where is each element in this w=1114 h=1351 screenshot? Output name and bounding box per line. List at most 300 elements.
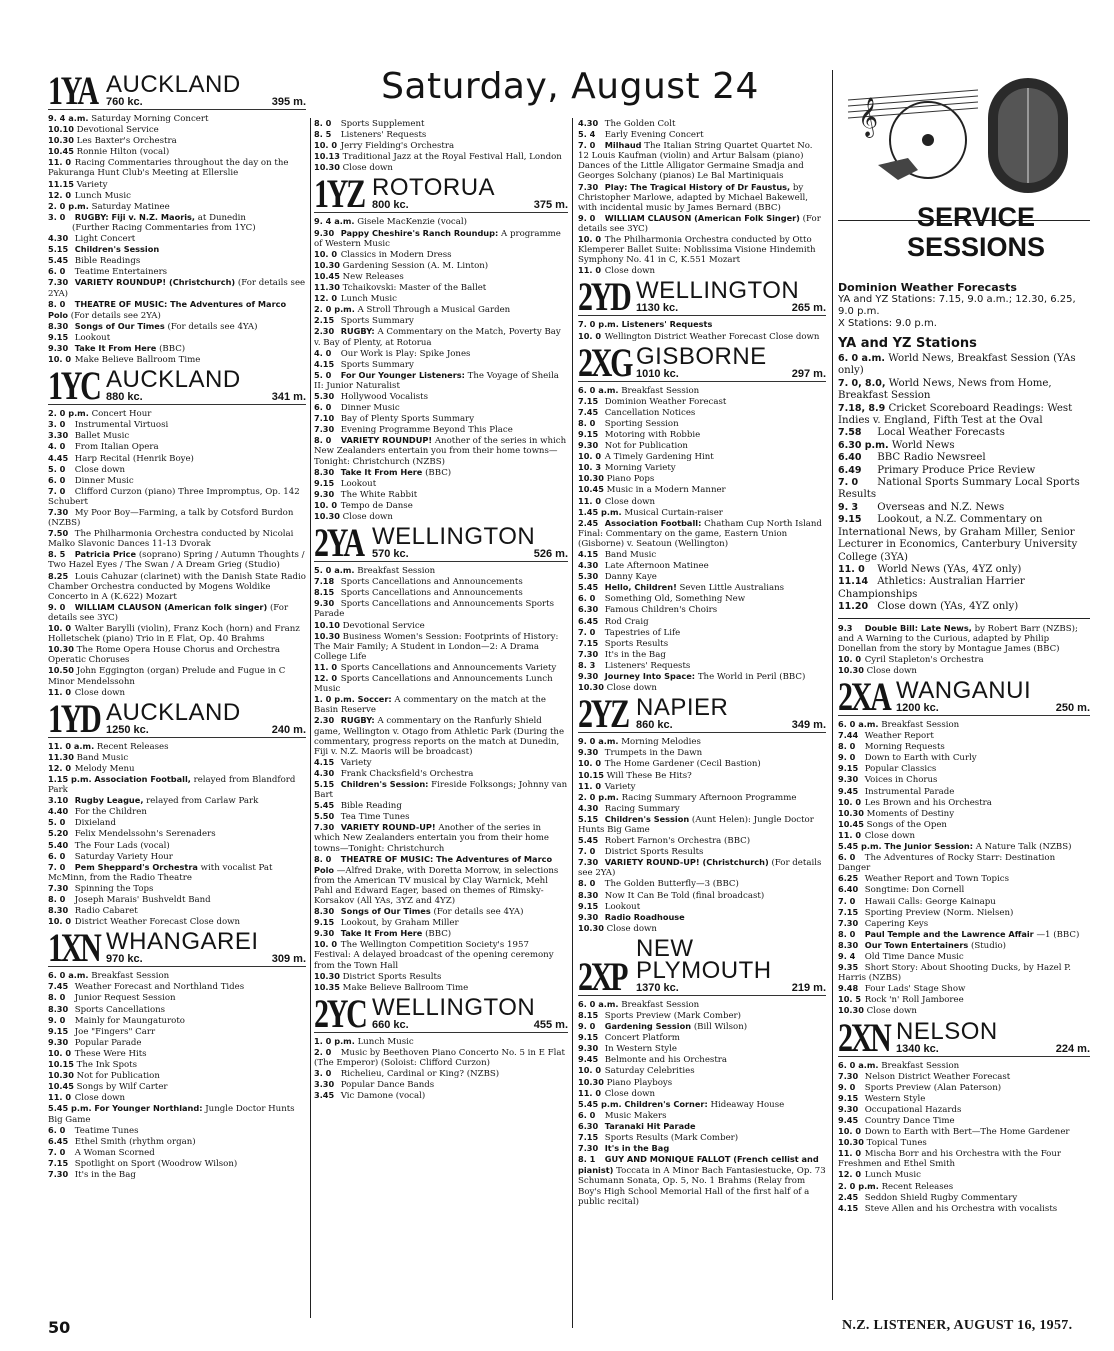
programme-time: 6. 0 xyxy=(578,593,596,604)
programme-entry xyxy=(48,1158,306,1169)
programme-time: 8. 0 xyxy=(838,741,856,752)
programme-time: 4.30 xyxy=(48,233,69,244)
programme-title: Our Work is Play: Spike Jones xyxy=(340,348,471,359)
programme-time: 10.10 xyxy=(48,124,74,135)
programme-title: Listeners' Requests xyxy=(604,660,691,671)
programme-title: Ethel Smith (rhythm organ) xyxy=(74,1136,196,1147)
programme-time: 9.30 xyxy=(48,342,69,353)
station-wavelength: 265 m. xyxy=(791,302,826,315)
station-header xyxy=(578,339,826,385)
station-call-sign: 2YZ xyxy=(578,691,628,737)
programme-title: Hawaii Calls: George Kainapu xyxy=(864,896,996,907)
programme-entry xyxy=(838,896,1090,907)
programme-entry xyxy=(578,616,826,627)
programme-time: 12. 0 xyxy=(48,762,72,773)
programme-highlight: VARIETY ROUND-UP! (Christchurch) xyxy=(604,857,769,868)
programme-entry xyxy=(838,654,1090,665)
programme-title: Variety xyxy=(604,781,636,792)
service-session-time: 7. 0, 8.0, xyxy=(838,377,886,389)
programme-time: 4.30 xyxy=(578,118,599,128)
programme-time: 7. 0 xyxy=(48,861,66,872)
programme-title: (Aunt Helen): Jungle Doctor Hunts Big Game xyxy=(578,814,814,835)
programme-entry xyxy=(578,462,826,473)
programme-title: (For details see 4YA) xyxy=(167,321,258,332)
programme-title: Sports Cancellations and Announcements Sports Parade xyxy=(314,599,555,620)
programme-time: 8.30 xyxy=(838,939,859,950)
station-header xyxy=(314,171,568,217)
programme-entry xyxy=(314,435,568,466)
programme-highlight: Milhaud xyxy=(604,140,642,151)
dominion-weather-heading: Dominion Weather Forecasts xyxy=(838,281,1017,294)
programme-highlight: Listeners' Requests xyxy=(621,319,713,330)
listings-column-2 xyxy=(314,118,568,1318)
programme-entry xyxy=(48,741,306,752)
station-frequency-line xyxy=(106,724,306,736)
programme-entry xyxy=(314,151,568,162)
station-call-sign: 2YC xyxy=(314,990,366,1036)
programme-time: 3. 0 xyxy=(48,419,66,430)
programme-entry xyxy=(314,260,568,271)
programme-time: 7.30 xyxy=(838,1070,859,1081)
programme-time: 8.15 xyxy=(578,1010,599,1020)
programme-entry xyxy=(838,741,1090,752)
programme-entry xyxy=(48,113,306,124)
programme-title: District Sports Results xyxy=(342,971,442,982)
programme-time: 4. 0 xyxy=(48,441,66,452)
programme-time: 7.30 xyxy=(314,424,335,435)
service-session-time: 6.40 xyxy=(838,452,862,464)
programme-time: 9. 0 xyxy=(578,1021,596,1032)
programme-entry xyxy=(578,182,826,213)
programme-entry xyxy=(578,213,826,234)
programme-entry xyxy=(314,402,568,413)
programme-time: 10.30 xyxy=(578,1076,604,1087)
station-frequency-line xyxy=(636,302,826,314)
programme-entry xyxy=(578,671,826,682)
programme-time: 9.30 xyxy=(314,488,335,499)
programme-title: Late Afternoon Matinee xyxy=(604,561,709,572)
programme-time: 4.30 xyxy=(314,767,335,778)
programme-entry xyxy=(838,994,1090,1005)
service-sessions-banner xyxy=(838,70,1090,262)
programme-time: 7.45 xyxy=(578,406,599,417)
programme-title: From Italian Opera xyxy=(74,442,159,453)
programme-time: 10.15 xyxy=(578,769,604,780)
programme-title: The Voyage of Sheila II: Junior Naturalist xyxy=(314,370,559,391)
programme-title: Racing Summary Afternoon Programme xyxy=(621,792,797,803)
programme-title: Spinning the Tops xyxy=(74,883,154,894)
programme-title: Not for Publication xyxy=(76,1071,160,1082)
station-frequency-line xyxy=(106,953,306,965)
programme-time: 2. 0 p.m. xyxy=(838,1180,879,1191)
station-kc: 1200 kc. xyxy=(896,702,939,714)
programme-title: Band Music xyxy=(76,752,129,763)
programme-time: 9. 0 xyxy=(48,1014,66,1025)
programme-title: A programme of Western Music xyxy=(314,228,561,249)
programme-title: Moments of Destiny xyxy=(866,808,955,819)
station-header xyxy=(578,934,826,999)
station-wavelength: 341 m. xyxy=(271,391,306,404)
programme-title: Bible Readings xyxy=(74,256,141,267)
programme-entry xyxy=(578,736,826,747)
programme-entry xyxy=(48,1059,306,1070)
programme-entry xyxy=(578,1032,826,1043)
programme-title: Breakfast Session xyxy=(881,720,960,730)
programme-entry xyxy=(314,917,568,928)
column-divider xyxy=(832,70,833,1300)
programme-entry xyxy=(314,1090,568,1101)
programme-time: 8.30 xyxy=(48,320,69,331)
programme-time: 8.30 xyxy=(48,905,69,916)
programme-time: 3.30 xyxy=(48,430,69,441)
programme-entry xyxy=(578,549,826,560)
service-session-title: Close down (YAs, 4YZ only) xyxy=(877,601,1019,613)
service-session-time: 11.20 xyxy=(838,601,869,613)
programme-time: 10.45 xyxy=(578,484,604,495)
programme-entry xyxy=(578,758,826,769)
programme-title: Les Brown and his Orchestra xyxy=(864,797,992,808)
programme-title: Make Believe Ballroom Time xyxy=(74,355,201,366)
programme-entry xyxy=(578,660,826,671)
programme-highlight: WILLIAM CLAUSON (American Folk Singer) xyxy=(604,212,800,223)
programme-entry xyxy=(48,817,306,828)
programme-entry xyxy=(48,1136,306,1147)
programme-title: Music in a Modern Manner xyxy=(606,485,726,496)
programme-highlight: Association Football, xyxy=(94,773,191,784)
station-frequency-line xyxy=(372,548,568,560)
programme-entry xyxy=(838,1082,1090,1093)
programme-highlight: WILLIAM CLAUSON (American folk singer) xyxy=(74,601,268,612)
programme-time: 12. 0 xyxy=(838,1169,862,1180)
programme-time: 10. 0 xyxy=(578,330,602,341)
programme-time: 3.10 xyxy=(48,795,69,806)
programme-highlight: VARIETY ROUNDUP! xyxy=(340,435,433,446)
programme-time: 10. 0 xyxy=(48,354,72,365)
programme-entry xyxy=(578,1099,826,1110)
programme-entry xyxy=(48,806,306,817)
station-city: NELSON xyxy=(896,1017,998,1045)
programme-title: Joseph Marais' Bushveldt Band xyxy=(74,895,211,905)
programme-title: Old Time Dance Music xyxy=(864,951,964,962)
programme-time: 6.40 xyxy=(838,884,859,895)
programme-entry xyxy=(578,396,826,407)
programme-time: 9.30 xyxy=(578,440,599,451)
programme-title: A commentary on the match at the Basin Reserve xyxy=(314,695,546,716)
programme-time: 10. 5 xyxy=(838,994,862,1005)
programme-title: The Italian String Quartet Quartet No. 12 Louis Kaufman (violin) and Artur Balsam (piano) Dances of the Little Alligator Germaine Smadja and Georges Solchany (pianos) Le Bal Martiniquais xyxy=(578,141,813,182)
programme-entry xyxy=(578,792,826,803)
programme-title: Gardening Session (A. M. Linton) xyxy=(342,260,489,271)
programme-title: Danny Kaye xyxy=(604,572,657,583)
programme-entry xyxy=(578,1154,826,1206)
programme-time: 6. 0 xyxy=(48,850,66,861)
programme-title: (For details see 2YA) xyxy=(70,310,161,321)
programme-entry xyxy=(314,631,568,662)
programme-time: 9.30 xyxy=(838,774,859,785)
programme-entry xyxy=(314,811,568,822)
programme-title: Will These Be Hits? xyxy=(606,770,692,781)
programme-title: Richelieu, Cardinal or King? (NZBS) xyxy=(340,1069,500,1080)
programme-entry xyxy=(48,277,306,298)
programme-highlight: Gardening Session xyxy=(604,1021,692,1032)
station-wavelength: 349 m. xyxy=(791,719,826,732)
programme-time: 7.44 xyxy=(838,730,859,741)
programme-entry xyxy=(48,486,306,507)
programme-title: The Ink Spots xyxy=(76,1060,138,1071)
programme-entry xyxy=(578,770,826,781)
programme-title: Robert Farnon's Orchestra (BBC) xyxy=(604,836,751,847)
programme-highlight: RUGBY: Fiji v. N.Z. Maoris, xyxy=(74,211,196,222)
programme-title: Another of the series in which New Zealanders entertain you from their home towns—Tonight: Christchurch (NZBS) xyxy=(314,436,567,467)
programme-title: Spotlight on Sport (Woodrow Wilson) xyxy=(74,1158,238,1169)
programme-title: Music by Beethoven Piano Concerto No. 5 in E Flat (The Emperor) (Soloist: Clifford Curzon) xyxy=(314,1047,565,1069)
programme-title: Lunch Music xyxy=(340,294,397,305)
col4-listings xyxy=(838,623,1090,1214)
programme-title: Close down xyxy=(606,923,657,934)
programme-entry xyxy=(578,1132,826,1143)
programme-time: 11.30 xyxy=(314,282,340,293)
station-name-block xyxy=(106,366,306,404)
programme-title: (soprano) Spring / Autumn Thoughts / Two Hazel Eyes / The Swan / A Dream Grieg (Studio) xyxy=(48,550,305,571)
programme-title: District Weather Forecast Close down xyxy=(74,917,241,928)
programme-entry xyxy=(838,819,1090,830)
programme-title: Lunch Music xyxy=(74,190,131,201)
programme-title: Songs by Wilf Carter xyxy=(76,1082,168,1093)
programme-time: 7.10 xyxy=(314,413,335,424)
programme-highlight: THEATRE OF MUSIC: The Adventures of Marco Polo xyxy=(314,853,553,875)
programme-title: Down to Earth with Curly xyxy=(864,753,977,764)
programme-entry xyxy=(48,1026,306,1037)
programme-time: 11. 0 xyxy=(578,780,602,791)
page-number: 50 xyxy=(48,1318,71,1337)
programme-title: Band Music xyxy=(604,550,657,560)
programme-time: 6. 0 xyxy=(578,1109,596,1120)
programme-time: 10. 0 xyxy=(838,796,862,807)
programme-highlight: Take It From Here xyxy=(340,466,423,477)
programme-title: Morning Melodies xyxy=(621,737,701,748)
programme-time: 10.15 xyxy=(48,1059,74,1070)
service-session-time: 6. 0 a.m. xyxy=(838,353,885,364)
programme-highlight: Journey Into Space: xyxy=(604,671,696,682)
programme-time: 8. 0 xyxy=(48,298,66,309)
programme-time: 9.15 xyxy=(838,1092,859,1103)
programme-title: Teatime Entertainers xyxy=(74,267,168,278)
programme-title: Junior Request Session xyxy=(74,993,176,1004)
programme-time: 8. 0 xyxy=(578,417,596,428)
station-city: NEW PLYMOUTH xyxy=(636,934,772,984)
programme-title: The Philharmonia Orchestra conducted by Nicolai Malko Slavonic Dances 11-13 Dvorak xyxy=(48,529,294,550)
programme-entry xyxy=(838,763,1090,774)
service-session-entry xyxy=(838,427,1090,439)
programme-entry xyxy=(838,786,1090,797)
programme-title: A commentary on the Ranfurly Shield game, Wellington v. Otago from Athletic Park (During the commentary, progress reports on the match at Dunedin, Fiji v. N.Z. Maoris will be broadcast) xyxy=(314,716,565,757)
programme-entry xyxy=(48,464,306,475)
programme-time: 9.45 xyxy=(838,1115,859,1125)
programme-highlight: Songs of Our Times xyxy=(74,320,165,331)
programme-time: 10.30 xyxy=(578,473,604,484)
programme-entry xyxy=(578,319,826,330)
programme-entry xyxy=(838,1169,1090,1180)
service-session-entry xyxy=(838,403,1090,428)
service-session-entry xyxy=(838,452,1090,464)
programme-time: 10.30 xyxy=(314,630,340,641)
programme-time: 10. 0 xyxy=(314,939,338,950)
programme-highlight: RUGBY: xyxy=(340,715,375,726)
programme-time: 7.30 xyxy=(578,857,599,868)
programme-title: Concert Hour xyxy=(91,409,152,420)
programme-entry xyxy=(48,179,306,190)
programme-entry xyxy=(838,1093,1090,1104)
service-session-entry xyxy=(838,440,1090,452)
programme-time: 10.30 xyxy=(838,664,864,675)
station-name-block xyxy=(372,993,568,1031)
programme-note: (Further Racing Commentaries from 1YC) xyxy=(72,222,256,233)
programme-entry xyxy=(314,1047,568,1068)
station-city: AUCKLAND xyxy=(106,71,241,98)
station-frequency-line xyxy=(106,96,306,108)
programme-time: 8.25 xyxy=(48,570,69,581)
programme-entry xyxy=(48,212,306,223)
programme-entry xyxy=(314,768,568,779)
service-sessions-title: SERVICE SESSIONS xyxy=(906,202,1046,262)
programme-entry xyxy=(838,830,1090,841)
station-city: WELLINGTON xyxy=(372,523,536,551)
programme-title: Sports Cancellations and Announcements Variety xyxy=(340,662,557,673)
programme-time: 9.30 xyxy=(314,227,335,238)
programme-title: Hollywood Vocalists xyxy=(340,391,428,402)
programme-title: Dominion Weather Forecast xyxy=(604,396,727,407)
service-session-time: 9. 3 xyxy=(838,501,859,513)
programme-entry xyxy=(48,752,306,763)
programme-title: Dixieland xyxy=(74,818,116,829)
programme-entry xyxy=(838,884,1090,895)
station-kc: 1010 kc. xyxy=(636,367,679,380)
station-header xyxy=(578,691,826,737)
programme-title: Traditional Jazz at the Royal Festival Hall, London xyxy=(342,152,562,163)
programme-time: 9.48 xyxy=(838,983,859,994)
programme-title: (Bill Wilson) xyxy=(693,1022,748,1033)
programme-entry xyxy=(578,571,826,582)
programme-title: Wellington District Weather Forecast Close down xyxy=(604,331,820,342)
programme-entry xyxy=(48,299,306,321)
programme-entry xyxy=(838,983,1090,994)
programme-highlight: Pem Sheppard's Orchestra xyxy=(74,861,198,872)
programme-entry xyxy=(838,918,1090,929)
programme-title: Capering Keys xyxy=(864,918,929,929)
column-divider xyxy=(572,118,573,1328)
station-frequency-line xyxy=(372,1019,568,1031)
programme-entry xyxy=(578,638,826,649)
programme-time: 12. 0 xyxy=(48,189,72,200)
programme-title: Close down xyxy=(74,687,126,698)
programme-title: Sports Summary xyxy=(340,359,414,370)
programme-title: relayed from Carlaw Park xyxy=(146,796,259,807)
service-session-title: BBC Radio Newsreel xyxy=(877,452,986,464)
programme-title: Early Evening Concert xyxy=(604,130,704,141)
programme-title: Another of the series in which New Zealanders entertain you from their home towns—Tonight: Christchurch xyxy=(314,823,549,854)
programme-time: 7.50 xyxy=(48,528,69,539)
programme-entry xyxy=(48,763,306,774)
programme-title: Lunch Music xyxy=(864,1170,921,1181)
station-header xyxy=(48,695,306,741)
programme-time: 6. 0 xyxy=(48,266,66,277)
programme-entry xyxy=(314,1079,568,1090)
programme-highlight: Association Football: xyxy=(604,517,702,528)
programme-title: Louis Cahuzar (clarinet) with the Danish State Radio Chamber Orchestra conducted by Mogens Woldike Concerto in A (K.622) Mozart xyxy=(48,571,306,602)
programme-time: 2. 0 xyxy=(314,1046,332,1057)
programme-time: 2.30 xyxy=(314,715,335,726)
station-wavelength: 219 m. xyxy=(791,981,826,994)
service-session-time: 9.15 xyxy=(838,514,862,526)
programme-time: 7.30 xyxy=(838,917,859,928)
programme-entry xyxy=(838,907,1090,918)
programme-title: Joe "Fingers" Carr xyxy=(74,1026,156,1037)
station-header xyxy=(838,674,1090,719)
programme-time: 9.35 xyxy=(838,962,859,973)
programme-title: Jerry Fielding's Orchestra xyxy=(340,141,455,152)
programme-entry xyxy=(838,962,1090,983)
programme-entry xyxy=(838,1126,1090,1137)
programme-title: Devotional Service xyxy=(342,620,425,631)
station-call-sign: 1YA xyxy=(48,70,97,113)
programme-time: 10.30 xyxy=(48,1070,74,1081)
programme-highlight: Paul Temple and the Lawrence Affair xyxy=(864,928,1034,939)
programme-title: Close down xyxy=(866,665,917,676)
programme-time: 10.35 xyxy=(314,981,340,992)
programme-entry xyxy=(578,518,826,549)
programme-time: 9. 4 a.m. xyxy=(314,216,355,227)
programme-title: Something Old, Something New xyxy=(604,594,746,605)
programme-time: 7.15 xyxy=(838,906,859,917)
programme-title: Clifford Curzon (piano) Three Impromptus, Op. 142 Schubert xyxy=(48,486,300,507)
programme-title: The Adventures of Rocky Starr: Destination Danger xyxy=(838,853,1056,874)
programme-time: 11. 0 xyxy=(314,661,338,672)
programme-entry xyxy=(578,1054,826,1065)
station-wavelength: 240 m. xyxy=(271,723,306,736)
programme-entry xyxy=(48,602,306,623)
programme-time: 2. 0 p.m. xyxy=(578,791,619,802)
programme-entry xyxy=(838,774,1090,785)
programme-entry xyxy=(48,665,306,686)
programme-time: 9.45 xyxy=(578,1054,599,1065)
programme-highlight: For Younger Northland: xyxy=(94,1103,203,1114)
station-wavelength: 526 m. xyxy=(533,548,568,561)
programme-entry xyxy=(314,576,568,587)
programme-time: 2.15 xyxy=(314,315,335,326)
programme-title: Instrumental Parade xyxy=(864,786,955,797)
programme-title: Close down xyxy=(342,163,393,174)
programme-entry xyxy=(578,649,826,660)
programme-entry xyxy=(838,808,1090,819)
programme-entry xyxy=(48,453,306,464)
programme-time: 8.30 xyxy=(314,906,335,917)
programme-entry xyxy=(578,385,826,396)
programme-title: Lookout xyxy=(74,332,111,343)
programme-time: 7.15 xyxy=(48,1157,69,1168)
programme-time: 11. 0 xyxy=(48,686,72,697)
programme-entry xyxy=(314,673,568,694)
programme-entry xyxy=(48,1048,306,1059)
programme-entry xyxy=(48,146,306,157)
programme-title: Frank Chacksfield's Orchestra xyxy=(340,768,474,779)
programme-time: 6. 0 a.m. xyxy=(578,998,619,1009)
station-header xyxy=(314,520,568,566)
station-name-block xyxy=(372,174,568,212)
station-city: AUCKLAND xyxy=(106,366,241,394)
programme-entry xyxy=(48,1103,306,1124)
x-station-forecast-times: X Stations: 9.0 p.m. xyxy=(838,318,937,329)
programme-time: 6. 0 a.m. xyxy=(578,384,619,395)
